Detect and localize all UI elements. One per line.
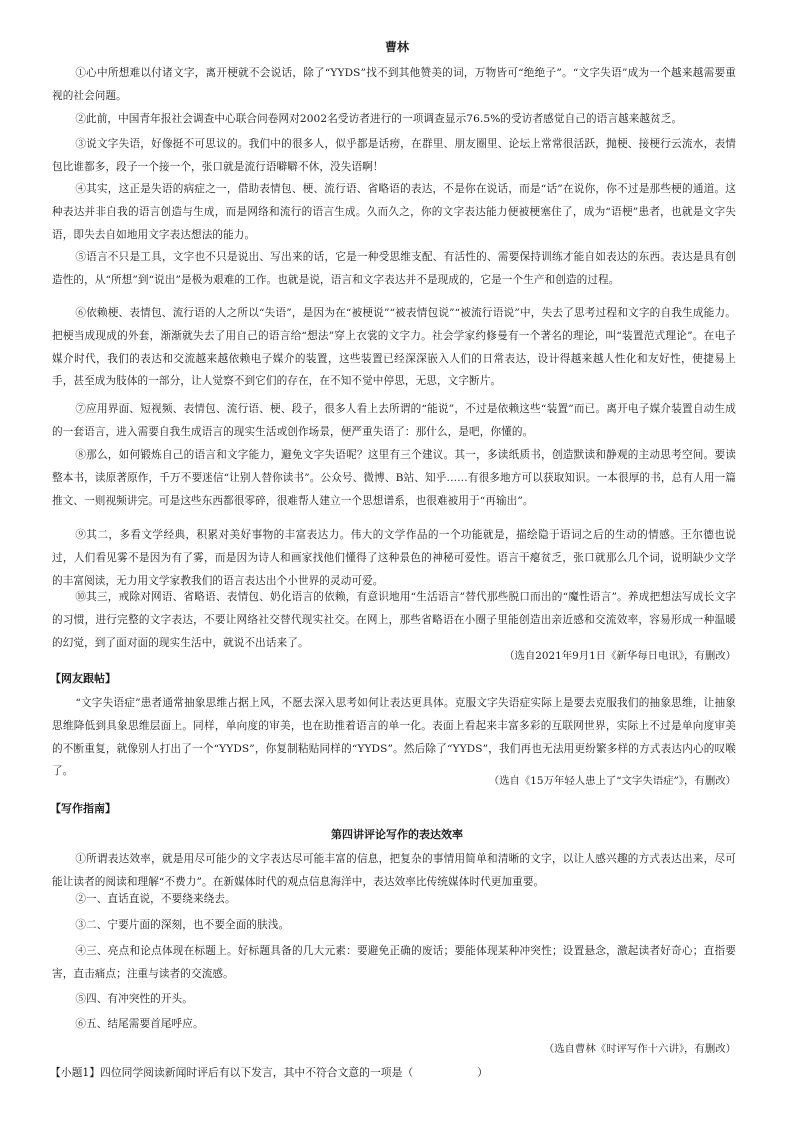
guide-title: 第四讲评论写作的表达效率 — [331, 828, 463, 841]
guide-paragraph-2: ②一、直话直说，不要绕来绕去。 — [75, 893, 236, 905]
question-1 — [50, 1064, 488, 1082]
article-paragraph-1: ①心中所想难以付诸文字，离开梗就不会说话，除了“YYDS”找不到其他赞美的词，万物皆可“绝绝子”。“文字失语”成为一个越来越需要重视的社会问题。 — [52, 67, 736, 102]
article-paragraph-5: ⑤语言不只是工具，文字也不只是说出、写出来的话，它是一种受思维支配、有活性的、需要保持训练才能自如表达的东西。表达是具有创造性的，从“所想”到“说出”是极为艰难的工作。也就是说，语言和文字表达并不是现成的，它是一个生产和创造的过程。 — [52, 251, 736, 286]
guide-source: （选自曹林《时评写作十六讲》，有删改） — [543, 1043, 736, 1055]
article-paragraph-10: ⑩其三，戒除对网语、省略语、表情包、奶化语言的依赖，有意识地用“生活语言”替代那些脱口而出的“魔性语言”。养成把想法写成长文字的习惯，进行完整的文字表达，不要让网络社交替代现实社交。在网上，那些省略语在小圈子里能创造出亲近感和交流效率，容易形成一种温暖的幻觉，到了面对面的现实生活中，就说不出话来了。 — [52, 591, 736, 649]
article-paragraph-2: ②此前，中国青年报社会调查中心联合问卷网对2002名受访者进行的一项调查显示76.5%的受访者感觉自己的语言越来越贫乏。 — [75, 113, 683, 125]
guide-paragraph-6: ⑥五、结尾需要首尾呼应。 — [75, 1018, 204, 1030]
guide-paragraph-3: ③二、宁要片面的深刻，也不要全面的肤浅。 — [75, 919, 290, 931]
netizen-source: （选自《15万年轻人患上了“文字失语症”》，有删改） — [488, 775, 736, 787]
article-paragraph-8: ⑧那么，如何锻炼自己的语言和文字能力，避免文字失语呢？这里有三个建议。其一，多读纸质书，创造默读和静观的主动思考空间。要读整本书，读原著原作，千万不要迷信“让别人替你读书”。公众号、微博、B站、知乎……有很多地方可以获取知识。一本很厚的书，总有人用一篇推文、一则视频讲完。可是这些东西都很零碎，很难帮人建立一个思想谱系，也很难被用于“再输出”。 — [52, 449, 736, 507]
guide-paragraph-5: ⑤四、有冲突性的开头。 — [75, 993, 193, 1005]
article-paragraph-6: ⑥依赖梗、表情包、流行语的人之所以“失语”，是因为在“被梗说”“被表情包说”“被流行语说”中，失去了思考过程和文字的自我生成能力。把梗当成现成的外套，渐渐就失去了用自己的语言给“想法”穿上衣裳的文字力。社会学家约修曼有一个著名的理论，叫“装置范式理论”。在电子媒介时代，我们的表达和交流越来越依赖电子媒介的装置，这些装置已经深深嵌入人们的日常表达，设计得越来越人性化和友好性，使捷易上手，甚至成为肢体的一部分，让人觉察不到它们的存在，在不知不觉中停思，无思，文字断片。 — [52, 307, 736, 388]
question-text: 【小题1】四位同学阅读新闻时评后有以下发言，其中不符合文意的一项是（ — [50, 1066, 414, 1079]
article-paragraph-4: ④其实，这正是失语的病症之一，借助表情包、梗、流行语、省略语的表达，不是你在说话，而是“话”在说你，你不过是那些梗的通道。这种表达并非自我的语言创造与生成，而是网络和流行的语言生成。久而久之，你的文字表达能力便被梗塞住了，成为“语梗”患者，也就是文字失语，即失去自如地用文字表达想法的能力。 — [52, 183, 736, 241]
article-source: （选自2021年9月1日《新华每日电讯》，有删改） — [504, 650, 736, 662]
article-paragraph-7: ⑦应用界面、短视频、表情包、流行语、梗、段子，很多人看上去所谓的“能说”，不过是依赖这些“装置”而已。离开电子媒介装置自动生成的一套语言，进入需要自我生成语言的现实生活或创作场景，便严重失语了：那什么，是吧，你懂的。 — [52, 403, 736, 438]
guide-heading: 【写作指南】 — [50, 802, 116, 815]
article-author: 曹林 — [384, 40, 409, 54]
guide-paragraph-1: ①所谓表达效率，就是用尽可能少的文字表达尽可能丰富的信息，把复杂的事情用简单和清晰的文字，以让人感兴趣的方式表达出来，尽可能让读者的阅读和理解“不费力”。在新媒体时代的观点信息海洋中，表达效率比传统媒体时代更加重要。 — [52, 853, 736, 888]
question-close: ） — [477, 1066, 488, 1079]
article-paragraph-9: ⑨其二，多看文学经典，积累对美好事物的丰富表达力。伟大的文学作品的一个功能就是，描绘隐于语词之后的生动的情感。王尔德也说过，人们看见雾不是因为有了雾，而是因为诗人和画家找他们懂得了这种景色的神秘可爱性。语言干瘪贫乏，张口就那么几个词，说明缺少文学的丰富阅读，无力用文学家教我们的语言表达出个小世界的灵动可爱。 — [52, 529, 736, 587]
article-paragraph-3: ③说文字失语，好像挺不可思议的。我们中的很多人，似乎都是话痨，在群里、朋友圈里、论坛上常常很活跃，抛梗、接梗行云流水，表情包比谁都多，段子一个接一个，张口就是流行语噼噼不休，没失语啊！ — [52, 138, 736, 173]
netizen-paragraph: “文字失语症”患者通常抽象思维占据上风，不愿去深入思考如何让表达更具体。克服文字失语症实际上是要去克服我们的抽象思维，让抽象思维降低到具象思维层面上。同样，单向度的审美，也在助推着语言的单一化。表面上看起来丰富多彩的互联网世界，实际上不过是单向度审美的不断重复，就像别人打出了一个“YYDS”，你复制粘贴同样的“YYDS”。然后除了“YYDS”，我们再也无法用更纷繁多样的方式表达内心的叹喉了。 — [52, 697, 736, 778]
guide-paragraph-4: ④三、亮点和论点体现在标题上。好标题具备的几大元素：要避免正确的废话；要能体现某种冲突性；设置悬念，激起读者好奇心；直指要害，直击痛点；注重与读者的交流感。 — [52, 945, 736, 980]
netizen-heading: 【网友跟帖】 — [50, 672, 116, 685]
